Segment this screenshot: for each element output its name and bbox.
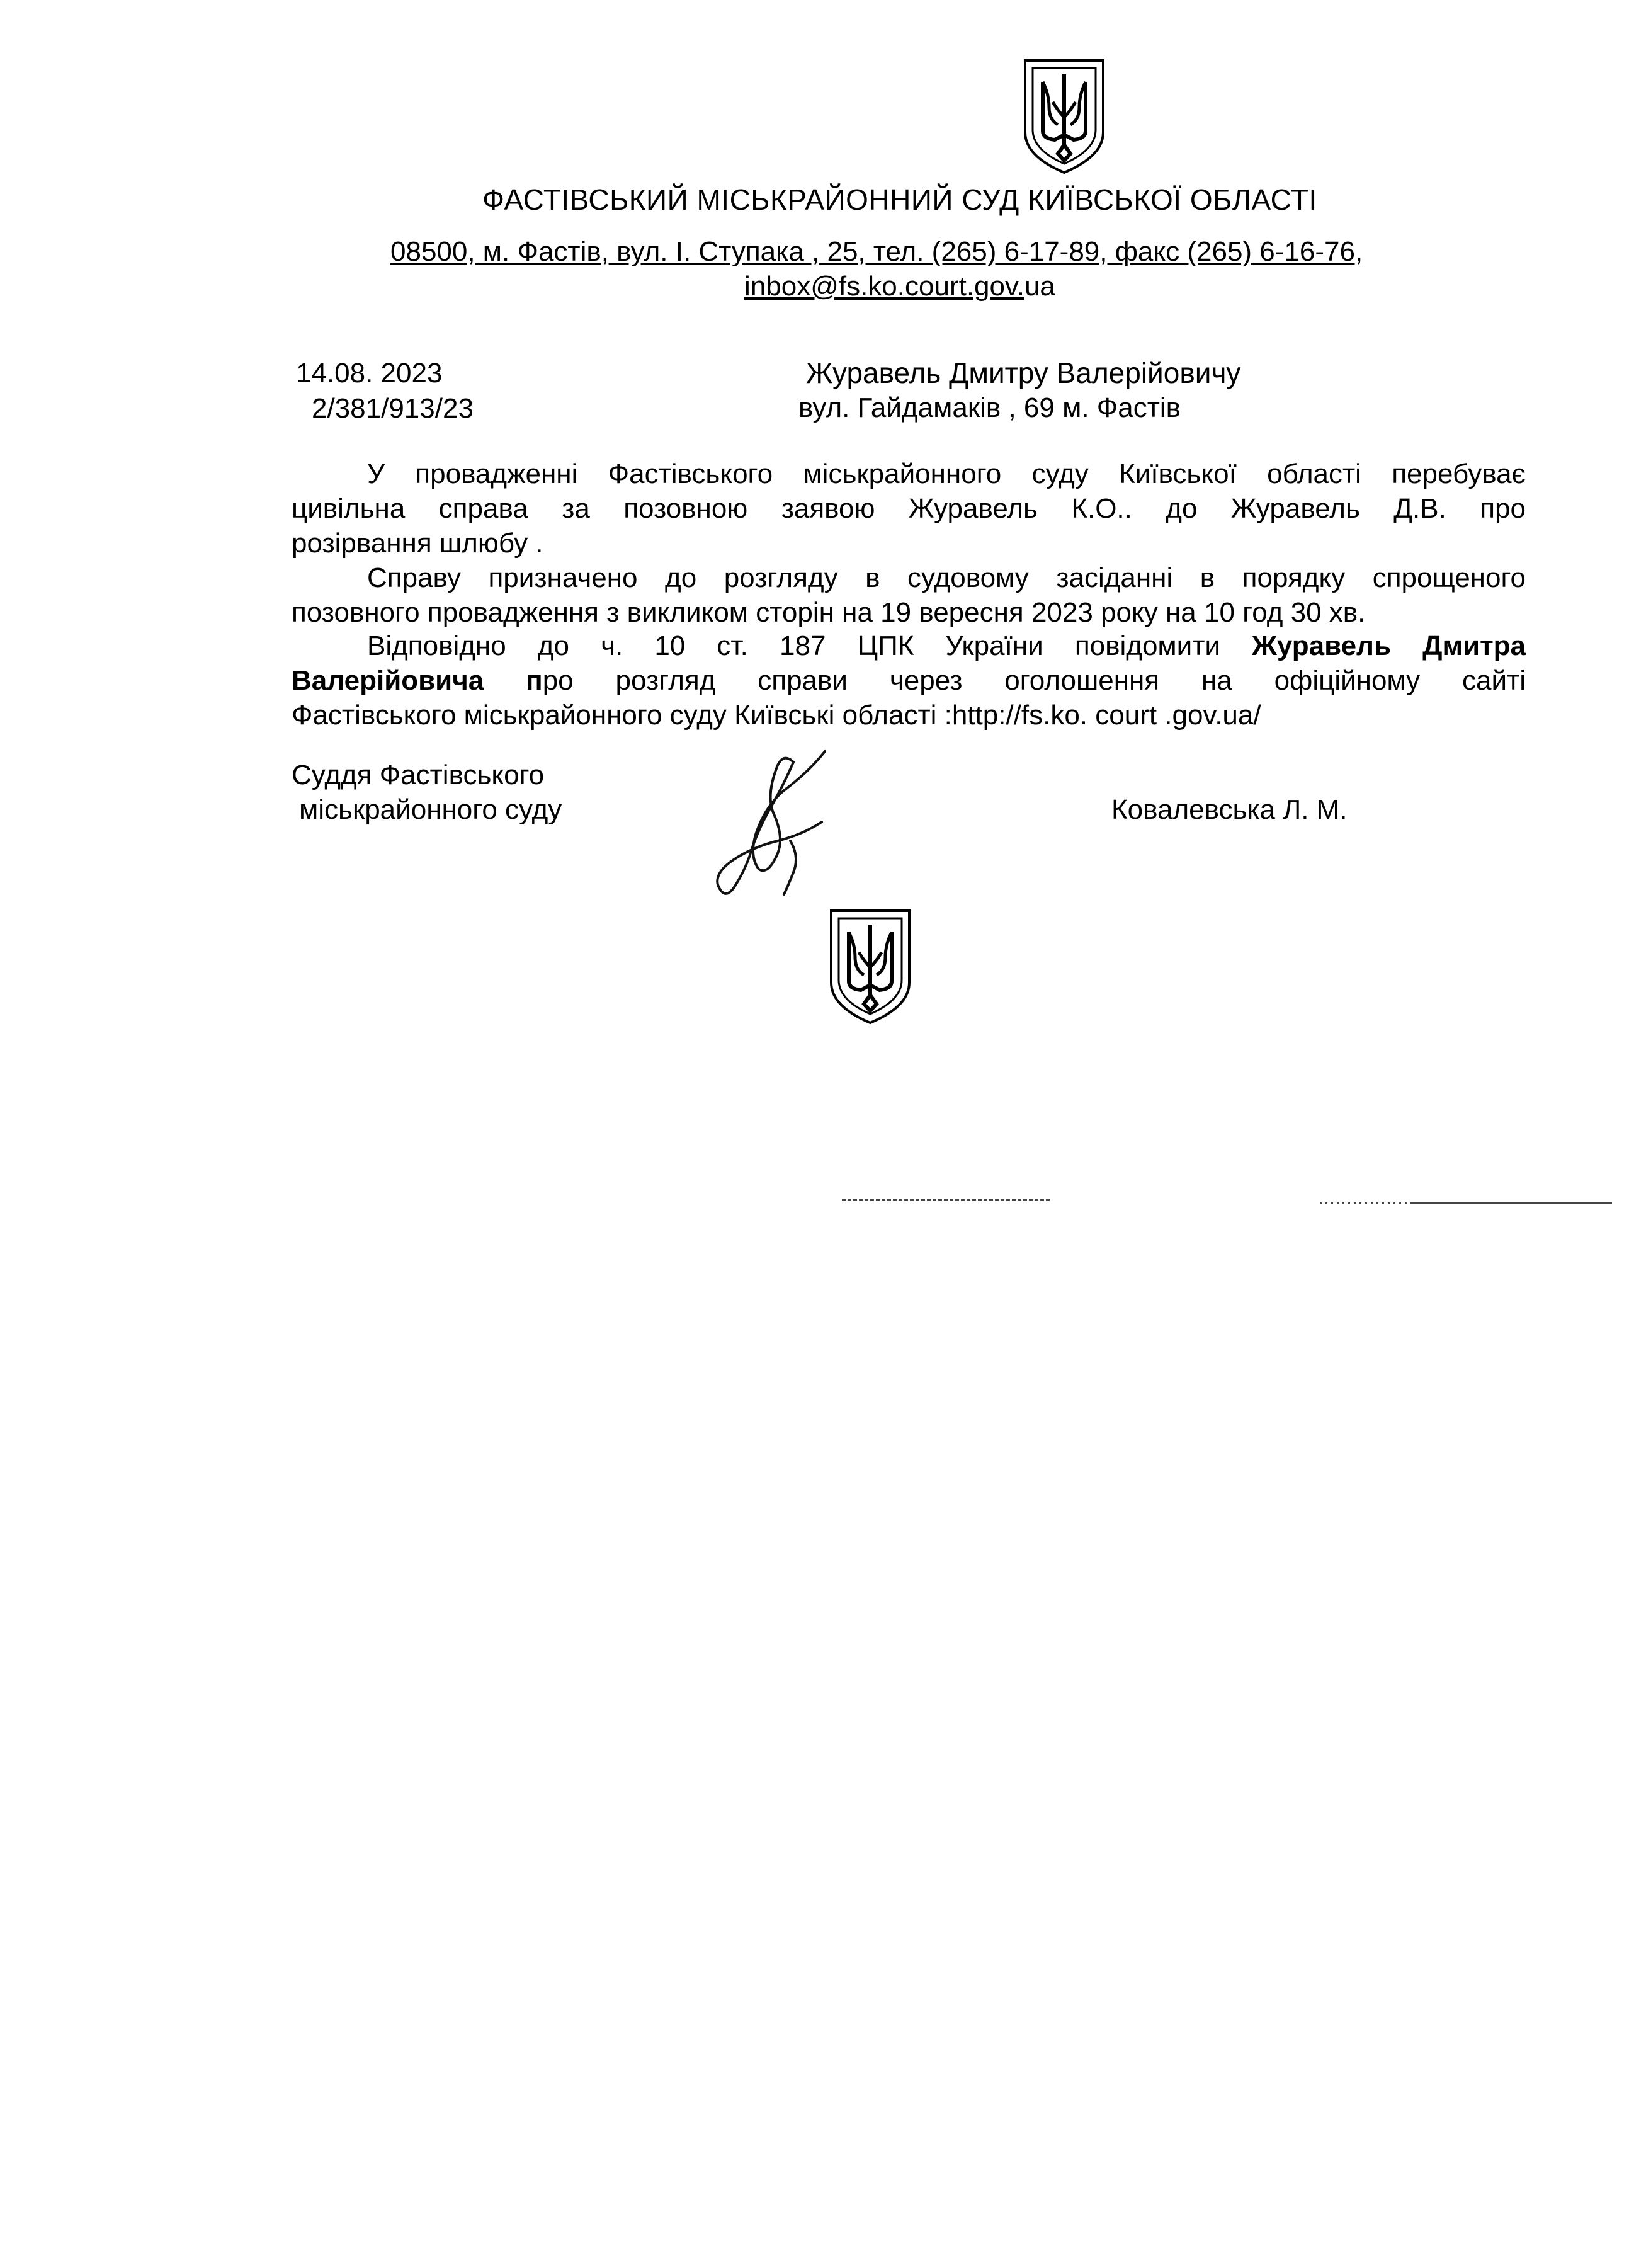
paragraph-1-line: У провадженні Фастівського міськрайонного суду Київської області перебуває — [367, 459, 1526, 489]
paragraph-2-line: Справу призначено до розгляду в судовому засіданні в порядку спрощеного — [367, 562, 1526, 593]
court-address — [390, 234, 1363, 270]
paragraph-3-line — [292, 663, 1526, 698]
court-address-line: 08500, м. Фастів, вул. І. Ступака , 25, тел. (265) 6-17-89, факс (265) 6-16-76, — [390, 236, 1363, 267]
paragraph-2 — [292, 561, 1526, 630]
case-number: 2/381/913/23 — [312, 393, 474, 424]
paragraph-3-bold: Валерійовича п — [292, 665, 543, 696]
trident-emblem-icon — [826, 907, 914, 1027]
recipient-address: вул. Гайдамаків , 69 м. Фастів — [798, 392, 1181, 423]
divider — [1316, 1202, 1410, 1204]
court-email-tail: ua — [1024, 271, 1055, 302]
recipient-name: Журавель Дмитру Валерійовичу — [806, 356, 1241, 389]
judge-title: Суддя Фастівського — [292, 760, 545, 790]
handwritten-signature — [690, 746, 847, 904]
paragraph-1-line: розірвання шлюбу . — [292, 528, 543, 559]
divider — [842, 1199, 1050, 1201]
paragraph-3-line: Фастівського міськрайонного суду Київські області :http://fs.ko. court .gov.ua/ — [292, 700, 1261, 731]
judge-name: Ковалевська Л. М. — [1111, 794, 1348, 825]
court-email — [744, 269, 1055, 304]
paragraph-3-bold: Журавель Дмитра — [1252, 630, 1526, 661]
document-date: 14.08. 2023 — [296, 358, 443, 389]
paragraph-1-line: цивільна справа за позовною заявою Журавель К.О.. до Журавель Д.В. про — [292, 493, 1526, 524]
paragraph-3-text: ро розгляд справи через оголошення на офіційному сайті — [542, 665, 1526, 696]
paragraph-3 — [292, 629, 1526, 732]
paragraph-1 — [292, 457, 1526, 561]
court-name: ФАСТІВСЬКИЙ МІСЬКРАЙОННИЙ СУД КИЇВСЬКОЇ ОБЛАСТІ — [482, 183, 1317, 216]
court-email-underlined: inbox@fs.ko.court.gov. — [744, 271, 1024, 302]
judge-title: міськрайонного суду — [299, 794, 562, 825]
paragraph-3-text: Відповідно до ч. 10 ст. 187 ЦПК України повідомити — [367, 630, 1252, 661]
trident-emblem-icon — [1020, 57, 1108, 176]
paragraph-3-line — [292, 629, 1526, 663]
paragraph-2-line: позовного провадження з викликом сторін на 19 вересня 2023 року на 10 год 30 хв. — [292, 597, 1366, 628]
